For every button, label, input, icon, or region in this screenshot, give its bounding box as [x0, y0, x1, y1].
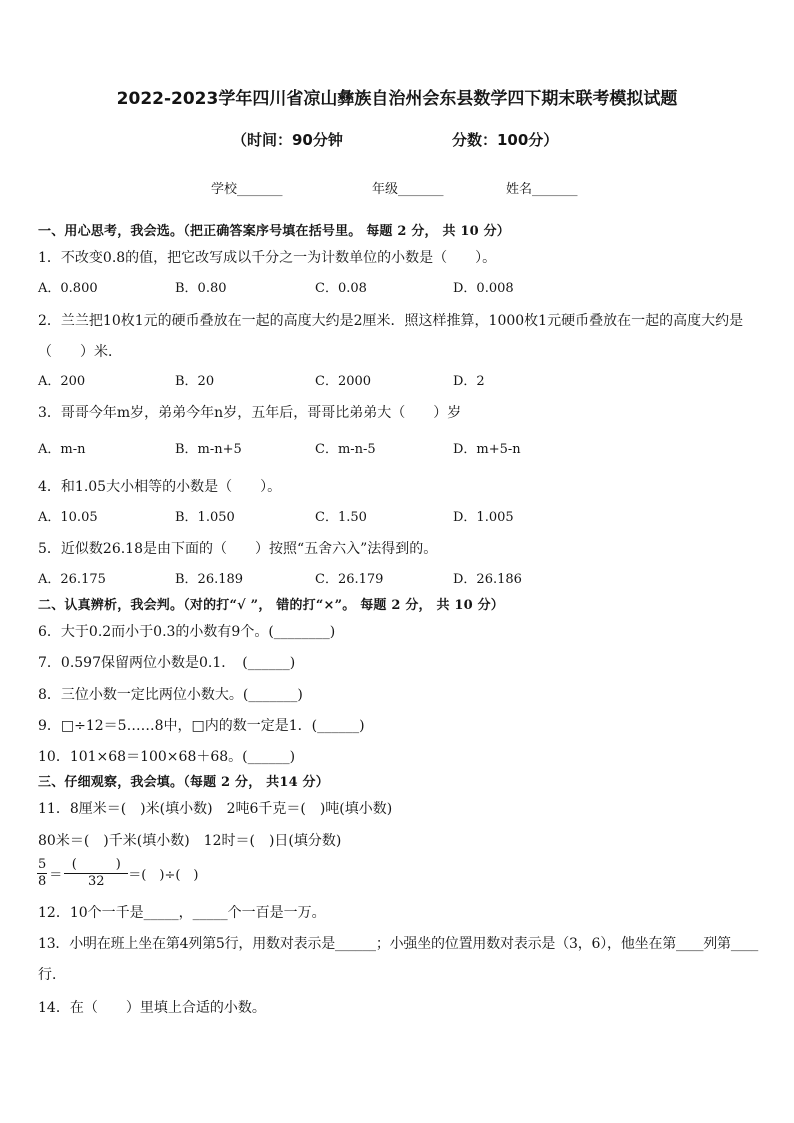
q5-option-c: C．26.179 — [315, 572, 384, 587]
q4-option-c: C．1.50 — [315, 510, 367, 525]
q3-option-b: B．m-n+5 — [175, 442, 242, 457]
equals-sign: ＝ — [49, 868, 63, 883]
q1-option-d: D．0.008 — [453, 281, 514, 296]
question-2: 2．兰兰把10枚1元的硬币叠放在一起的高度大约是2厘米．照这样推算，1000枚1元硬币叠放在一起的高度大约是 — [38, 313, 744, 329]
q1-option-c: C．0.08 — [315, 281, 367, 296]
question-11-line-1: 11．8厘米＝( )米(填小数) 2吨6千克＝( )吨(填小数) — [38, 801, 393, 817]
exam-score: 分数：100分） — [452, 131, 559, 149]
q4-option-d: D．1.005 — [453, 510, 514, 525]
q5-option-d: D．26.186 — [453, 572, 522, 587]
question-4: 4．和1.05大小相等的小数是（ ）。 — [38, 479, 282, 495]
question-7: 7．0.597保留两位小数是0.1． (______) — [38, 655, 296, 671]
name-field: 姓名_______ — [506, 182, 578, 197]
question-8: 8．三位小数一定比两位小数大。(_______) — [38, 687, 303, 703]
school-field: 学校_______ — [211, 182, 283, 197]
question-13-continued: 行． — [38, 967, 66, 983]
question-5: 5．近似数26.18是由下面的（ ）按照“五舍六入”法得到的。 — [38, 541, 438, 557]
question-9: 9．□÷12＝5……8中，□内的数一定是1．(______) — [38, 718, 365, 734]
q3-option-a: A．m-n — [38, 442, 86, 457]
fraction-blank-over-32 — [64, 857, 128, 890]
question-3: 3．哥哥今年m岁，弟弟今年n岁，五年后，哥哥比弟弟大（ ）岁 — [38, 405, 462, 421]
q1-option-b: B．0.80 — [175, 281, 227, 296]
question-12: 12．10个一千是_____，_____个一百是一万。 — [38, 905, 326, 921]
q5-option-b: B．26.189 — [175, 572, 244, 587]
q2-option-b: B．20 — [175, 374, 215, 389]
question-11-line-2: 80米＝( )千米(填小数) 12时＝( )日(填分数) — [38, 833, 342, 849]
q3-option-c: C．m-n-5 — [315, 442, 376, 457]
q2-option-a: A．200 — [38, 374, 86, 389]
q2-option-c: C．2000 — [315, 374, 372, 389]
q3-option-d: D．m+5-n — [453, 442, 521, 457]
q1-option-a: A．0.800 — [38, 281, 98, 296]
section-2-heading: 二、认真辨析，我会判。（对的打“√ ”， 错的打“×”。 每题 2 分， 共 10 分） — [38, 598, 504, 613]
grade-field: 年级_______ — [372, 182, 444, 197]
q4-option-a: A．10.05 — [38, 510, 98, 525]
exam-time: （时间：90分钟 — [232, 131, 343, 149]
question-2-continued: （ ）米． — [38, 344, 122, 360]
section-1-heading: 一、用心思考，我会选。（把正确答案序号填在括号里。 每题 2 分， 共 10 分） — [38, 224, 510, 239]
q2-option-d: D．2 — [453, 374, 485, 389]
question-11-fraction-line — [37, 857, 198, 890]
question-13: 13．小明在班上坐在第4列第5行，用数对表示是______；小强坐的位置用数对表示是（3，6），他坐在第____列第____ — [38, 936, 759, 952]
q4-option-b: B．1.050 — [175, 510, 235, 525]
question-14: 14．在（ ）里填上合适的小数。 — [38, 1000, 266, 1016]
q5-option-a: A．26.175 — [38, 572, 106, 587]
fraction-five-eighths — [37, 857, 47, 890]
fraction-denominator: 8 — [38, 874, 47, 889]
fraction-denominator-32: 32 — [64, 873, 128, 890]
question-6: 6．大于0.2而小于0.3的小数有9个。(________) — [38, 624, 336, 640]
fraction-numerator-blank: ( ) — [71, 857, 121, 872]
section-3-heading: 三、仔细观察，我会填。（每题 2 分， 共14 分） — [38, 775, 329, 790]
question-1: 1．不改变0.8的值，把它改写成以千分之一为计数单位的小数是（ ）。 — [38, 250, 497, 266]
fraction-numerator: 5 — [38, 857, 47, 872]
question-10: 10．101×68＝100×68＋68。(______) — [38, 749, 296, 765]
division-blanks: ＝( )÷( ) — [128, 868, 199, 883]
exam-title: 2022-2023学年四川省凉山彝族自治州会东县数学四下期末联考模拟试题 — [116, 89, 678, 109]
